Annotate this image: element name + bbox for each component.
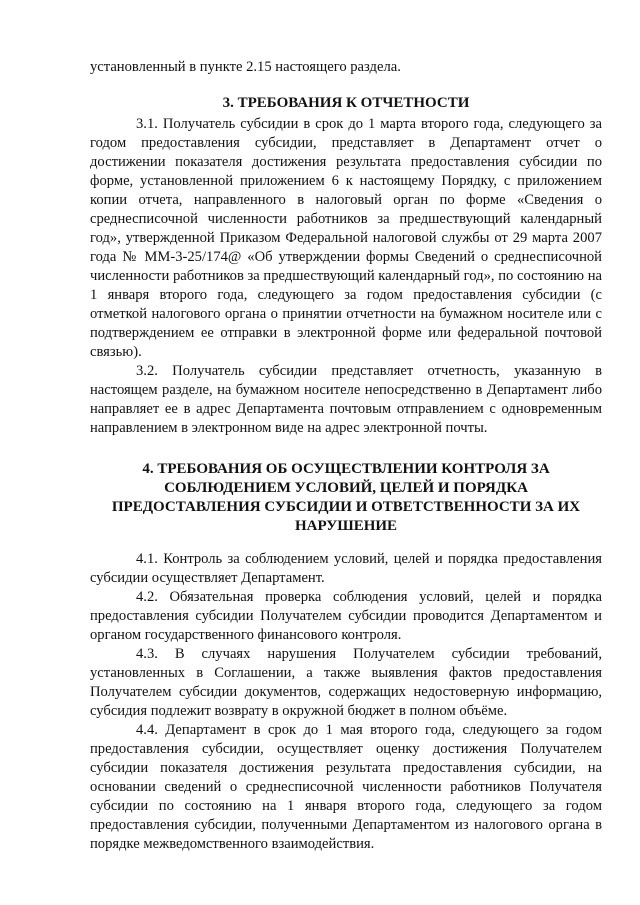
paragraph-3-1: 3.1. Получатель субсидии в срок до 1 марта второго года, следующего за годом предоставления субсидии, представляет в Департамент отчет о достижении показателя достижения результата предоставления субсидии по форме, установленной приложением 6 к настоящему Порядку, с приложением копии отчета, направленного в налоговый орган по форме «Сведения о среднесписочной численности работников за предшествующий календарный год», утвержденной Приказом Федеральной налоговой службы от 29 марта 2007 года № ММ-3-25/174@ «Об утверждении формы Сведений о среднесписочной численности работников за предшествующий календарный год», по состоянию на 1 января второго года, следующего за годом предоставления субсидии (с отметкой налогового органа о принятии отчетности на бумажном носителе или с подтверждением ее отправки в электронной форме или федеральной почтовой связью). [90,116,602,360]
continuation-text: установленный в пункте 2.15 настоящего раздела. [90,59,401,75]
paragraph-4-1: 4.1. Контроль за соблюдением условий, целей и порядка предоставления субсидии осуществляет Департамент. [90,551,602,586]
paragraph-4-2: 4.2. Обязательная проверка соблюдения условий, целей и порядка предоставления субсидии Получателем субсидии проводится Департаментом и органом государственного финансового контроля. [90,589,602,643]
document-page [90,58,602,854]
section-4 [90,460,602,854]
paragraph-3-2: 3.2. Получатель субсидии представляет отчетность, указанную в настоящем разделе, на бумажном носителе непосредственно в Департамент либо направляет ее в адрес Департамента почтовым отправлением с одновременным направлением в электронном виде на адрес электронной почты. [90,363,602,436]
section-3 [90,94,602,438]
section-3-heading: 3. ТРЕБОВАНИЯ К ОТЧЕТНОСТИ [222,95,470,111]
section-4-heading: 4. ТРЕБОВАНИЯ ОБ ОСУЩЕСТВЛЕНИИ КОНТРОЛЯ ЗА СОБЛЮДЕНИЕМ УСЛОВИЙ, ЦЕЛЕЙ И ПОРЯДКА ПРЕДОСТАВЛЕНИЯ СУБСИДИИ И ОТВЕТСТВЕННОСТИ ЗА ИХ НАРУШЕНИЕ [111,461,581,534]
paragraph-4-3: 4.3. В случаях нарушения Получателем субсидии требований, установленных в Соглашении, а также выявления фактов предоставления Получателем субсидии документов, содержащих недостоверную информацию, субсидия подлежит возврату в окружной бюджет в полном объёме. [90,646,602,719]
paragraph-4-4: 4.4. Департамент в срок до 1 мая второго года, следующего за годом предоставления субсидии, осуществляет оценку достижения Получателем субсидии показателя достижения результата предоставления субсидии, на основании сведений о среднесписочной численности работников Получателя субсидии по состоянию на 1 января второго года, следующего за годом предоставления субсидии, полученными Департаментом из налогового органа в порядке межведомственного взаимодействия. [90,722,602,852]
